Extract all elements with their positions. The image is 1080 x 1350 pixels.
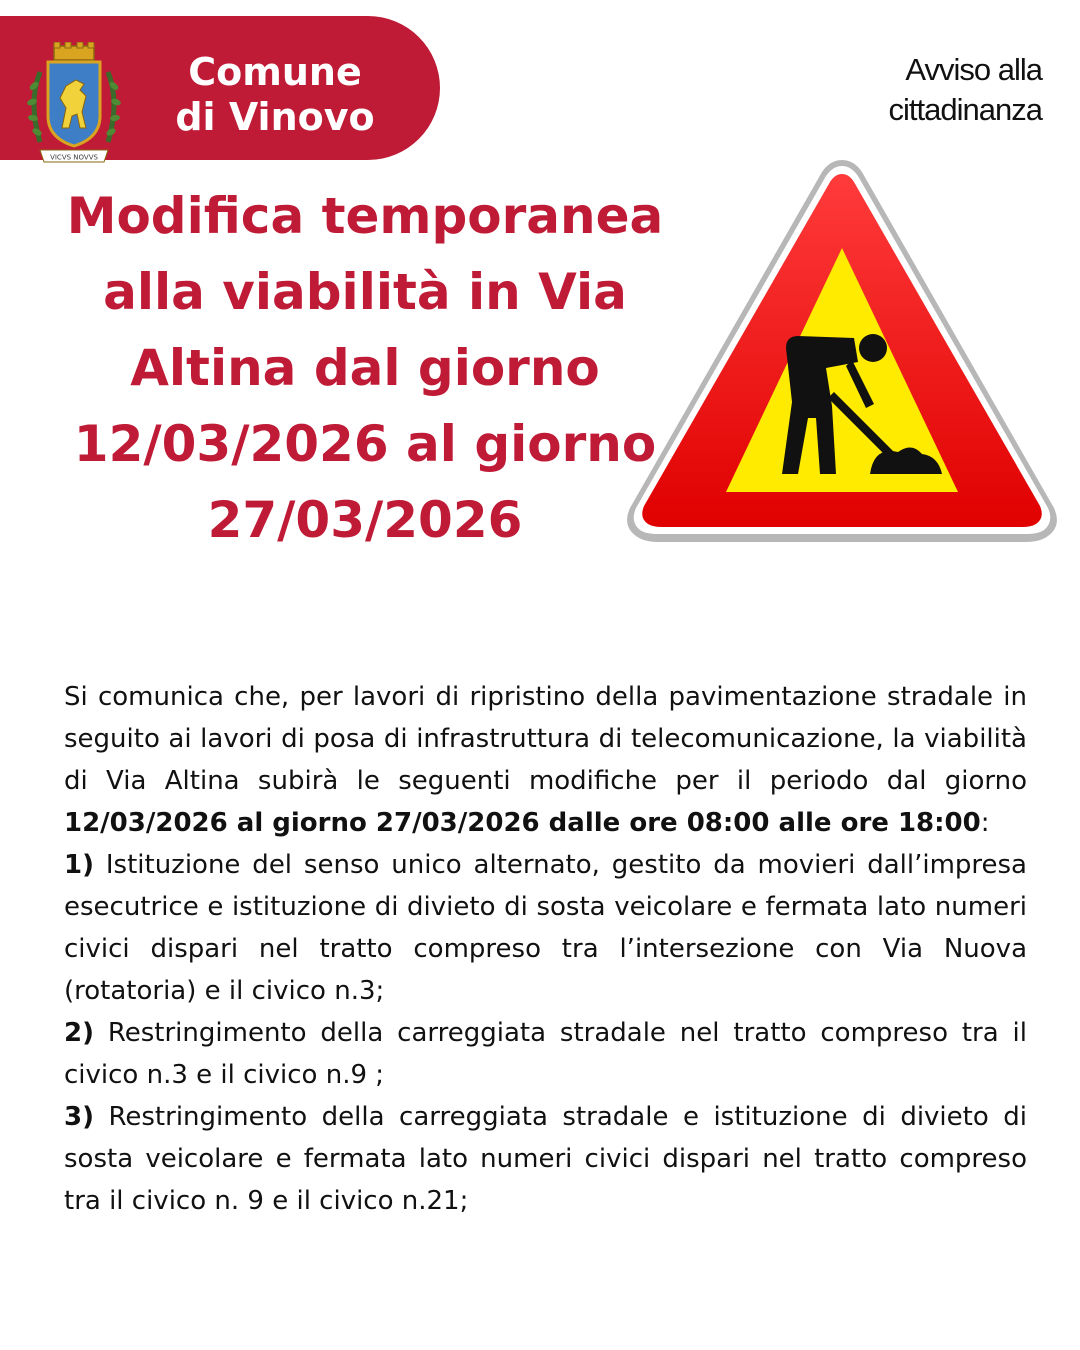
list-item-number: 2) [64,1018,94,1048]
municipality-name-line1: Comune [188,50,362,94]
intro-end: : [980,808,990,838]
notice-label [889,50,1042,130]
list-item-text: Restringimento della carreggiata stradale e istituzione di divieto di sosta veicolare e fermata lato numeri civici dispari nel tratto compreso tra il civico n. 9 e il civico n.21; [64,1102,1027,1216]
notice-label-line2: cittadinanza [888,92,1042,127]
intro-text: Si comunica che, per lavori di ripristino della pavimentazione stradale in seguito ai lavori di posa di infrastruttura di telecomunicazione, la viabilità di Via Altina subirà le seguenti modifiche per il periodo dal giorno [64,682,1027,796]
notice-body [64,676,1027,1222]
svg-text:VICVS NOVVS: VICVS NOVVS [50,153,98,162]
list-item [64,1012,1027,1096]
municipality-banner [0,16,440,160]
list-item-number: 1) [64,850,94,880]
notice-label-line1: Avviso alla [905,52,1042,87]
intro-paragraph [64,676,1027,844]
list-item-text: Istituzione del senso unico alternato, gestito da movieri dall’impresa esecutrice e istituzione di divieto di sosta veicolare e fermata lato numeri civici dispari nel tratto compreso tra l’intersezione con Via Nuova (rotatoria) e il civico n.3; [64,850,1027,1006]
road-works-warning-sign-icon [622,156,1062,550]
list-item-text: Restringimento della carreggiata stradale nel tratto compreso tra il civico n.3 e il civico n.9 ; [64,1018,1027,1090]
municipality-name-line2: di Vinovo [175,95,375,139]
municipal-crest-icon [22,42,126,170]
list-item-number: 3) [64,1102,94,1132]
list-item [64,1096,1027,1222]
page-title: Modifica temporanea alla viabilità in Via Altina dal giorno 12/03/2026 al giorno 27/03/2026 [66,187,664,549]
period-text: 12/03/2026 al giorno 27/03/2026 dalle ore 08:00 alle ore 18:00 [64,808,981,838]
municipality-name [150,50,400,140]
list-item [64,844,1027,1012]
